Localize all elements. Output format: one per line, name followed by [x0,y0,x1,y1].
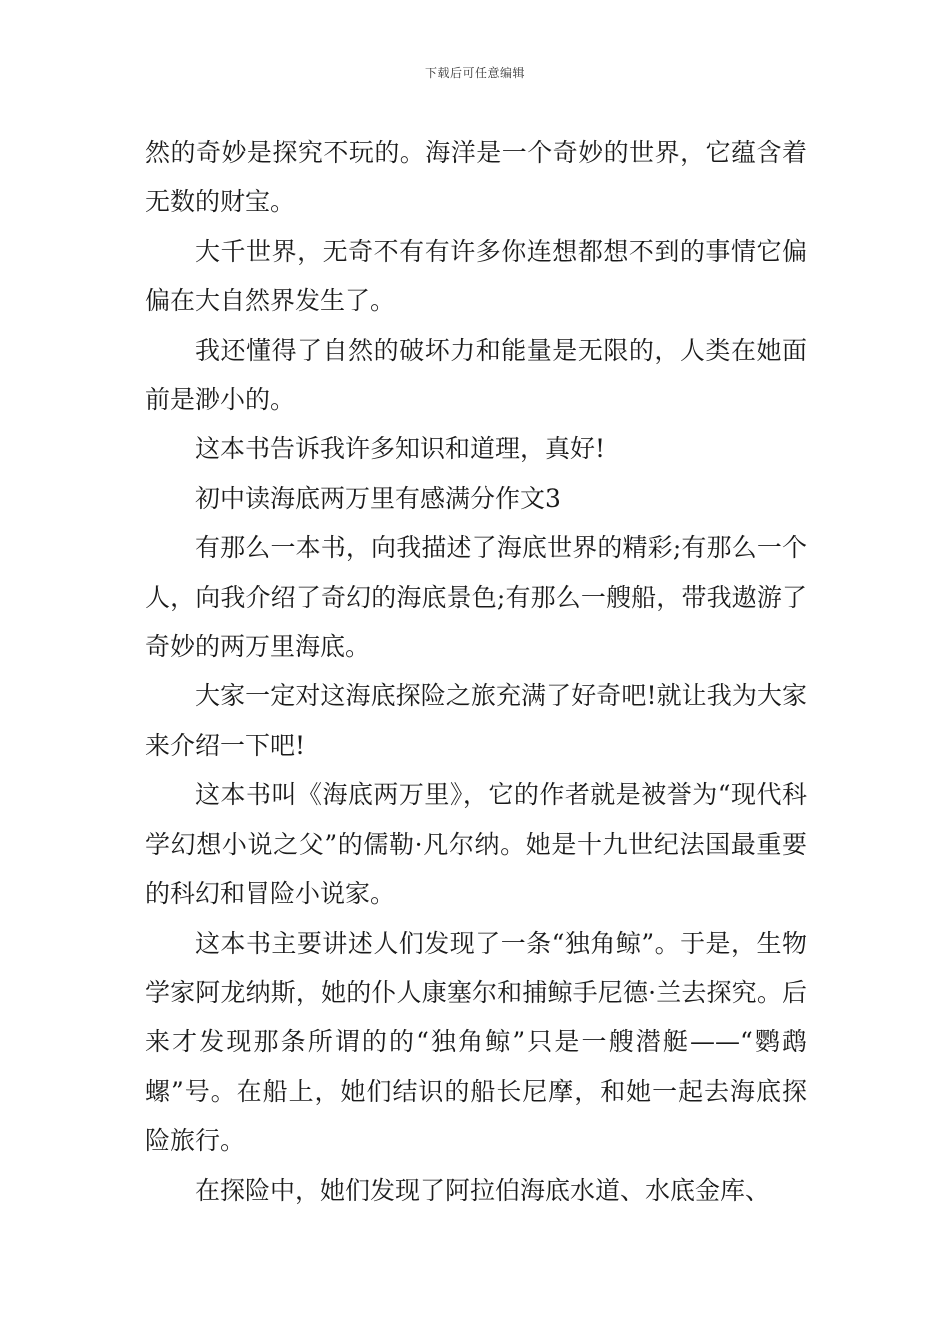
paragraph-6: 有那么一本书，向我描述了海底世界的精彩;有那么一个人，向我介绍了奇幻的海底景色;有那么一艘船，带我遨游了奇妙的两万里海底。 [145,533,807,662]
page-header: 下载后可任意编辑 [424,66,525,80]
paragraph-9: 这本书主要讲述人们发现了一条“独角鲸”。于是，生物学家阿龙纳斯，她的仆人康塞尔和捕鲸手尼德·兰去探究。后来才发现那条所谓的的“独角鲸”只是一艘潜艇——“鹦鹉螺”号。在船上，她们结识的船长尼摩，和她一起去海底探险旅行。 [145,928,807,1156]
section-heading: 初中读海底两万里有感满分作文3 [195,483,561,513]
document-body [145,128,807,1215]
paragraph-8: 这本书叫《海底两万里》，它的作者就是被誉为“现代科学幻想小说之父”的儒勒·凡尔纳。她是十九世纪法国最重要的科幻和冒险小说家。 [145,780,807,909]
paragraph-3: 我还懂得了自然的破坏力和能量是无限的，人类在她面前是渺小的。 [145,335,807,415]
paragraph-1: 然的奇妙是探究不玩的。海洋是一个奇妙的世界，它蕴含着无数的财宝。 [145,138,807,217]
paragraph-10: 在探险中，她们发现了阿拉伯海底水道、水底金库、 [195,1175,771,1205]
paragraph-4: 这本书告诉我许多知识和道理，真好! [195,434,606,464]
paragraph-2: 大千世界，无奇不有有许多你连想都想不到的事情它偏偏在大自然界发生了。 [145,236,807,316]
paragraph-7: 大家一定对这海底探险之旅充满了好奇吧!就让我为大家来介绍一下吧! [145,681,807,760]
